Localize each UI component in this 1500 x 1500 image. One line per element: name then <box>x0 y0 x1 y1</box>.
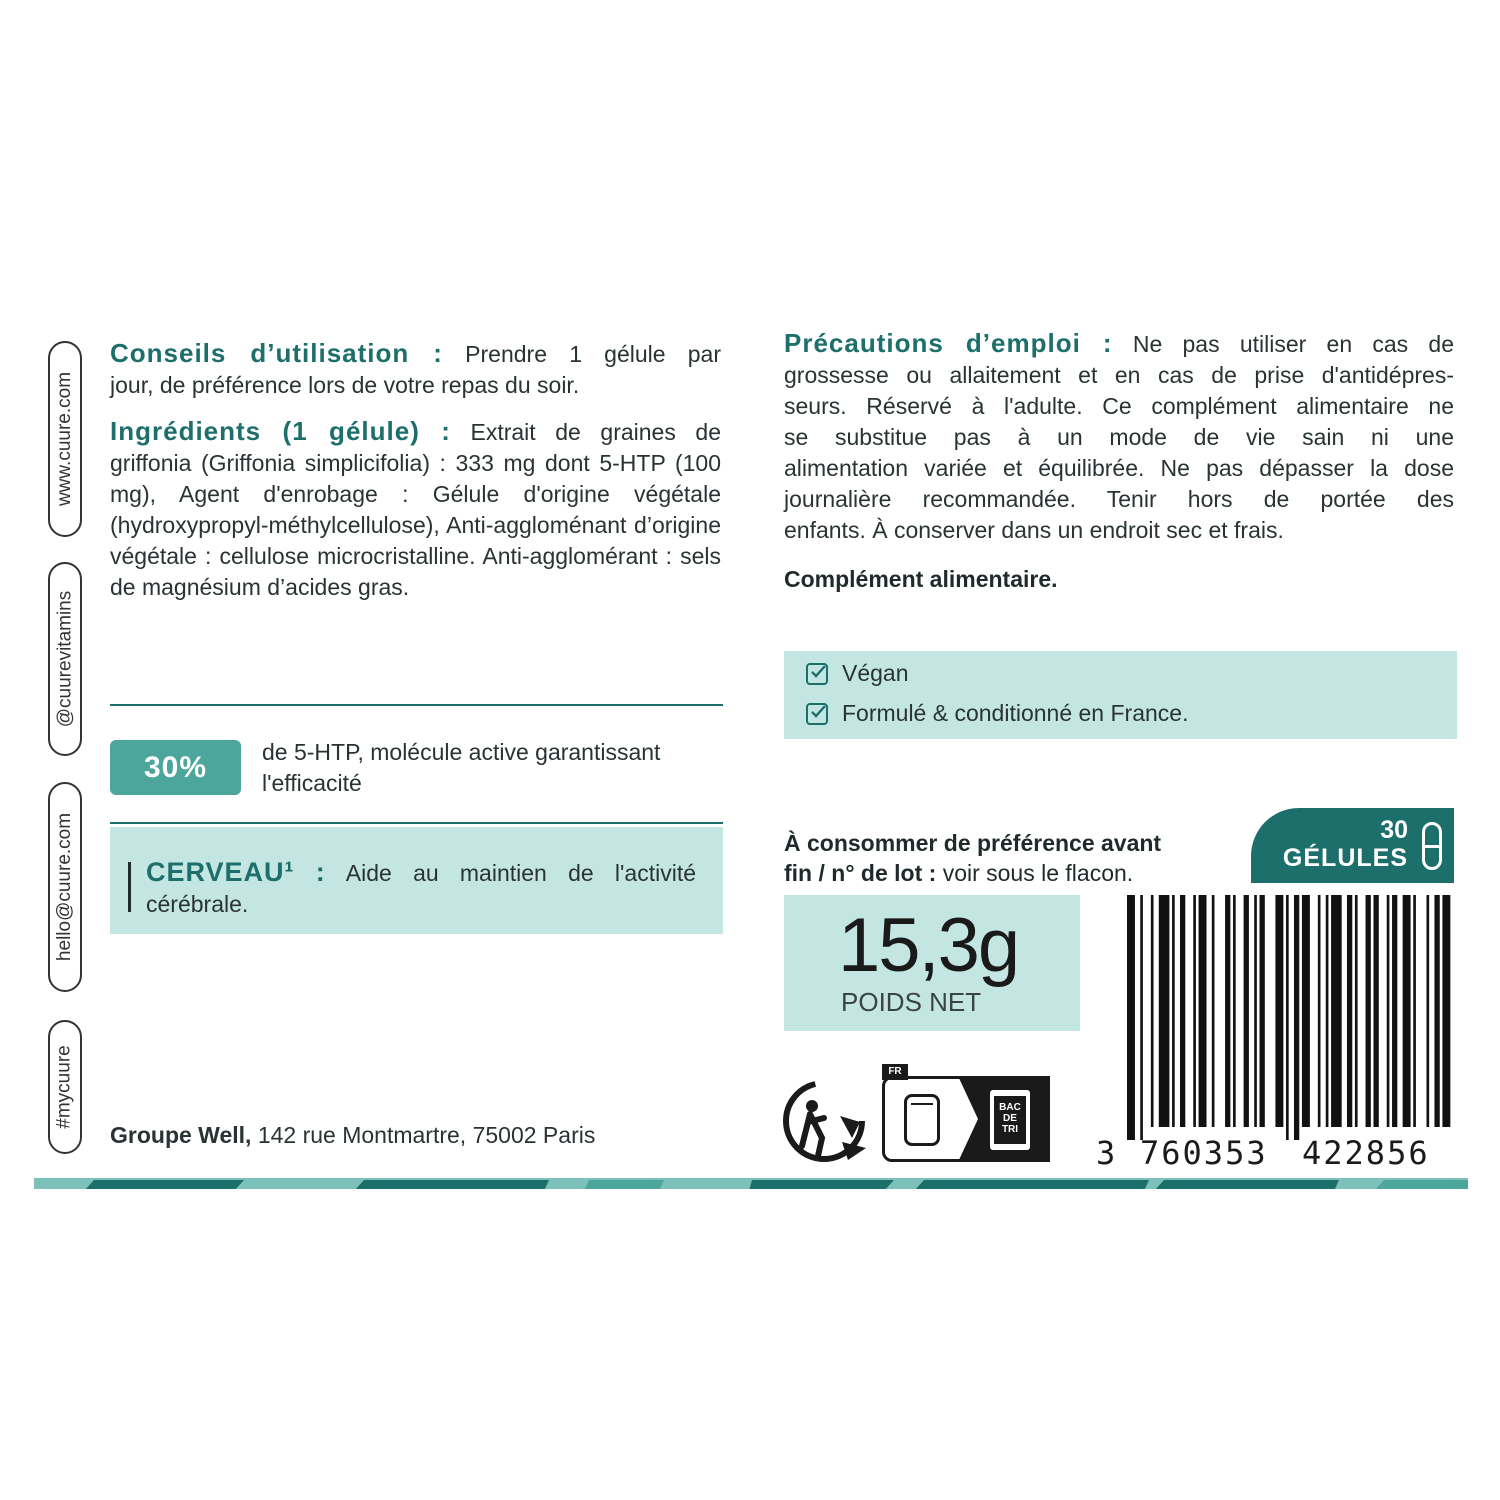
ingredients-text-rest: griffonia (Griffonia simplicifolia) : 333 mg dont 5-HTP (100 mg), Agent d'enrobage : Gélule d'origine végétale (hydroxypropyl-méthylcellulose), Anti-aggloménant d’origine végétale : cellulose microcristalline. Anti-agglomérant : sels de magnésium d’acides gras. <box>110 450 721 600</box>
cerveau-text-first: Aide au maintien de l'activité <box>345 860 697 886</box>
barcode-bar <box>1233 895 1236 1127</box>
info-tri-logo <box>882 1064 1052 1164</box>
barcode-bar <box>1326 895 1329 1127</box>
barcode-digits-left: 760353 <box>1140 1134 1268 1172</box>
barcode-bar <box>1294 895 1299 1140</box>
barcode-bar <box>1318 895 1321 1127</box>
bin-label-line: TRI <box>1001 1124 1019 1135</box>
barcode-bar <box>1140 895 1143 1140</box>
barcode <box>1125 895 1455 1140</box>
bin-label-line: DE <box>1003 1113 1017 1124</box>
email-text: hello@cuure.com <box>54 812 76 962</box>
company-name: Groupe Well, <box>110 1122 252 1148</box>
barcode-bar <box>1413 895 1416 1127</box>
website-pill <box>48 341 82 537</box>
barcode-bar <box>1373 895 1378 1127</box>
dlu-line2-rest: voir sous le flacon. <box>942 860 1134 886</box>
barcode-bar <box>1434 895 1439 1127</box>
precautions-line: enfants. À conserver dans un endroit sec et frais. <box>784 517 1284 543</box>
cerveau-colon: : <box>315 857 326 887</box>
fr-tab: FR <box>882 1064 908 1080</box>
street-address: 142 rue Montmartre, 75002 Paris <box>257 1122 596 1148</box>
gelules-count: 30 <box>1380 816 1408 844</box>
barcode-bar <box>1403 895 1411 1127</box>
stripe-pattern <box>34 1180 1468 1189</box>
barcode-bar <box>1355 895 1358 1127</box>
precautions-line: seurs. Réservé à l'adulte. Ce complément alimentaire ne <box>784 393 1454 419</box>
jar-icon <box>904 1094 940 1146</box>
conseils-text-rest: jour, de préférence lors de votre repas du soir. <box>110 372 580 398</box>
cerveau-bar <box>128 862 131 912</box>
barcode-bar <box>1260 895 1265 1127</box>
precautions-block <box>784 328 1454 546</box>
barcode-bar <box>1212 895 1215 1127</box>
bin-label <box>994 1102 1026 1135</box>
hashtag-text: #mycuure <box>54 1045 76 1129</box>
conseils-text-first: Prendre 1 gélule par <box>465 341 722 367</box>
conseils-heading: Conseils d’utilisation : <box>110 338 443 368</box>
highlight-text <box>262 737 724 799</box>
ingredients-heading: Ingrédients (1 gélule) : <box>110 416 451 446</box>
check-label: Formulé & conditionné en France. <box>842 700 1189 726</box>
precautions-line: journalière recommandée. Tenir hors de portée des <box>784 486 1454 512</box>
checkbox-icon <box>806 703 828 725</box>
poids-label: POIDS NET <box>841 987 982 1017</box>
barcode-bar <box>1199 895 1207 1127</box>
check-item-vegan <box>806 660 909 687</box>
highlight-line2: l'efficacité <box>262 770 362 796</box>
barcode-bar <box>1151 895 1154 1127</box>
checkbox-icon <box>806 663 828 685</box>
barcode-bar <box>1172 895 1175 1127</box>
divider-top <box>110 704 723 706</box>
precautions-line: alimentation variée et équilibrée. Ne pas dépasser la dose <box>784 455 1454 481</box>
barcode-bar <box>1442 895 1450 1127</box>
gelules-label: GÉLULES <box>1282 844 1408 872</box>
dlu-text <box>784 828 1161 888</box>
barcode-bar <box>1427 895 1430 1127</box>
conseils-block <box>110 338 721 401</box>
bottom-stripe <box>34 1178 1468 1189</box>
instagram-text: @cuurevitamins <box>54 590 75 728</box>
highlight-line1: de 5-HTP, molécule active garantissant <box>262 739 661 765</box>
barcode-bar <box>1193 895 1196 1127</box>
dlu-line1: À consommer de préférence avant <box>784 830 1162 856</box>
cerveau-title: CERVEAU¹ <box>146 857 295 887</box>
percent-badge: 30% <box>110 740 241 795</box>
precautions-heading: Précautions d’emploi : <box>784 328 1113 358</box>
ingredients-text-first: Extrait de graines de <box>470 419 722 445</box>
check-item-france <box>806 700 1188 727</box>
barcode-bar <box>1347 895 1352 1127</box>
barcode-bar <box>1159 895 1170 1127</box>
gelules-tag <box>1251 808 1454 883</box>
precautions-line: grossesse ou allaitement et en cas de prise d'antidépres- <box>784 362 1454 388</box>
barcode-bar <box>1180 895 1185 1127</box>
barcode-bar <box>1331 895 1342 1127</box>
precautions-line: se substitue pas à un mode de vie sain ni une <box>784 424 1454 450</box>
check-label: Végan <box>842 660 909 686</box>
cerveau-text-rest: cérébrale. <box>146 891 249 917</box>
barcode-bar <box>1127 895 1135 1140</box>
instagram-pill <box>48 562 82 756</box>
barcode-digits-right: 422856 <box>1302 1134 1430 1172</box>
barcode-bar <box>1275 895 1283 1127</box>
barcode-bar <box>1254 895 1257 1127</box>
ingredients-block <box>110 416 721 603</box>
dlu-line2-bold: fin / n° de lot : <box>784 860 937 886</box>
poids-value: 15,3g <box>838 903 1019 988</box>
hashtag-pill <box>48 1020 82 1154</box>
capsule-icon <box>1422 822 1442 870</box>
bin-label-line: BAC <box>999 1102 1021 1113</box>
barcode-bar <box>1366 895 1371 1127</box>
divider-bottom <box>110 822 723 824</box>
barcode-bar <box>1387 895 1390 1127</box>
triman-icon <box>782 1076 876 1166</box>
barcode-bar <box>1286 895 1289 1140</box>
address <box>110 1122 595 1149</box>
barcode-digit-first: 3 <box>1096 1134 1116 1172</box>
website-text: www.cuure.com <box>54 371 76 507</box>
barcode-bar <box>1225 895 1230 1127</box>
barcode-bar <box>1244 895 1249 1127</box>
barcode-bar <box>1302 895 1310 1127</box>
cerveau-text <box>146 857 696 920</box>
barcode-bar <box>1392 895 1397 1127</box>
precautions-text-first: Ne pas utiliser en cas de <box>1132 331 1455 357</box>
triman-logo <box>782 1076 876 1166</box>
complement-label: Complément alimentaire. <box>784 566 1058 592</box>
email-pill <box>48 782 82 992</box>
